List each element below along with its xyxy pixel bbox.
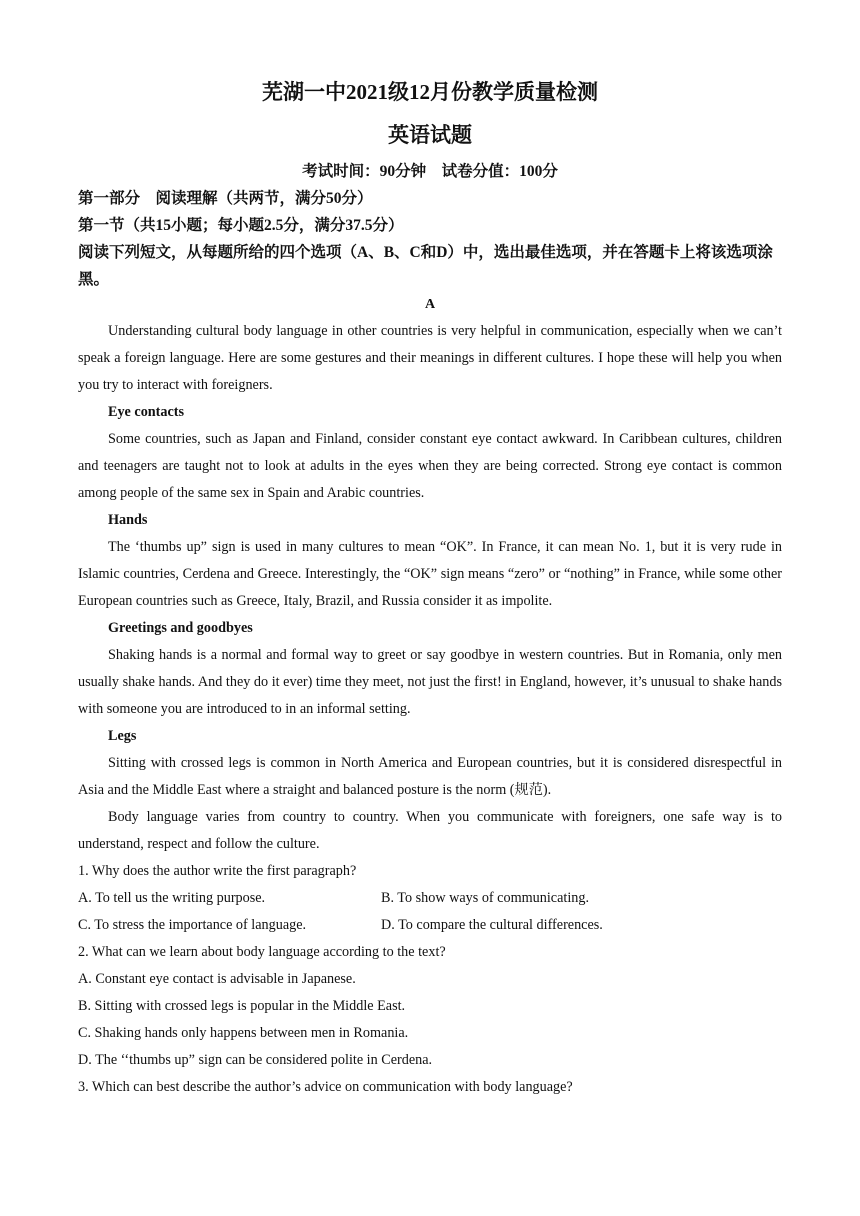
- question-1-stem: 1. Why does the author write the first paragraph?: [78, 863, 357, 879]
- section-heading-eye-contacts: Eye contacts: [108, 404, 185, 420]
- exam-title: 芜湖一中2021级12月份教学质量检测: [262, 80, 598, 104]
- passage-intro: Understanding cultural body language in other countries is very helpful in communication, especially when we can’t speak a foreign language. Here are some gestures and their meanings in different cultures. I hope these will help you when you try to interact with foreigners.: [78, 323, 782, 393]
- exam-info: 考试时间：90分钟 试卷分值：100分: [302, 163, 558, 180]
- section-text-legs: Sitting with crossed legs is common in North America and European countries, but it is considered disrespectful in Asia and the Middle East where a straight and balanced posture is the norm (规范).: [78, 755, 782, 798]
- question-2-option-b[interactable]: B. Sitting with crossed legs is popular in the Middle East.: [78, 998, 406, 1014]
- passage-conclusion: Body language varies from country to country. When you communicate with foreigners, one safe way is to understand, respect and follow the culture.: [78, 809, 782, 852]
- question-1-option-c[interactable]: C. To stress the importance of language.: [78, 917, 307, 933]
- exam-subtitle: 英语试题: [388, 123, 472, 147]
- section-text-greetings: Shaking hands is a normal and formal way to greet or say goodbye in western countries. But in Romania, only men usually shake hands. And they do it ever) time they meet, not just the first! in England, however, it’s unusual to shake hands with someone you are introduced to in an informal setting.: [78, 647, 782, 717]
- section-heading-greetings: Greetings and goodbyes: [108, 620, 253, 636]
- part-heading: 第一部分 阅读理解（共两节，满分50分）: [78, 190, 373, 207]
- section-text-hands: The ‘thumbs up” sign is used in many cultures to mean “OK”. In France, it can mean No. 1, but it is very rude in Islamic countries, Cerdena and Greece. Interestingly, the “OK” sign means “zero” or “nothing” in France, while some other European countries such as Greece, Italy, Brazil, and Russia consider it as impolite.: [78, 539, 782, 609]
- passage-label: A: [424, 297, 436, 312]
- question-2-stem: 2. What can we learn about body language according to the text?: [78, 944, 446, 960]
- section-heading-hands: Hands: [108, 512, 148, 528]
- section-heading-legs: Legs: [108, 728, 137, 744]
- question-1-option-a[interactable]: A. To tell us the writing purpose.: [78, 890, 266, 906]
- question-1-options-row-2: [78, 912, 782, 939]
- question-2-option-d[interactable]: D. The ‘‘thumbs up” sign can be considered polite in Cerdena.: [78, 1052, 433, 1068]
- question-1-option-b[interactable]: B. To show ways of communicating.: [381, 890, 589, 906]
- directions: 阅读下列短文，从每题所给的四个选项（A、B、C和D）中，选出最佳选项，并在答题卡上将该选项涂黑。: [78, 244, 773, 288]
- question-2-option-c[interactable]: C. Shaking hands only happens between men in Romania.: [78, 1025, 409, 1041]
- section-heading: 第一节（共15小题；每小题2.5分，满分37.5分）: [78, 217, 404, 234]
- question-3-stem: 3. Which can best describe the author’s advice on communication with body language?: [78, 1079, 573, 1095]
- question-1-options-row-1: [78, 885, 782, 912]
- question-2-option-a[interactable]: A. Constant eye contact is advisable in Japanese.: [78, 971, 356, 987]
- passage-body: [78, 318, 782, 1101]
- question-1-option-d[interactable]: D. To compare the cultural differences.: [381, 917, 603, 933]
- section-text-eye-contacts: Some countries, such as Japan and Finland, consider constant eye contact awkward. In Caribbean cultures, children and teenagers are taught not to look at adults in the eyes when they are being corrected. Strong eye contact is common among people of the same sex in Spain and Arabic countries.: [78, 431, 782, 501]
